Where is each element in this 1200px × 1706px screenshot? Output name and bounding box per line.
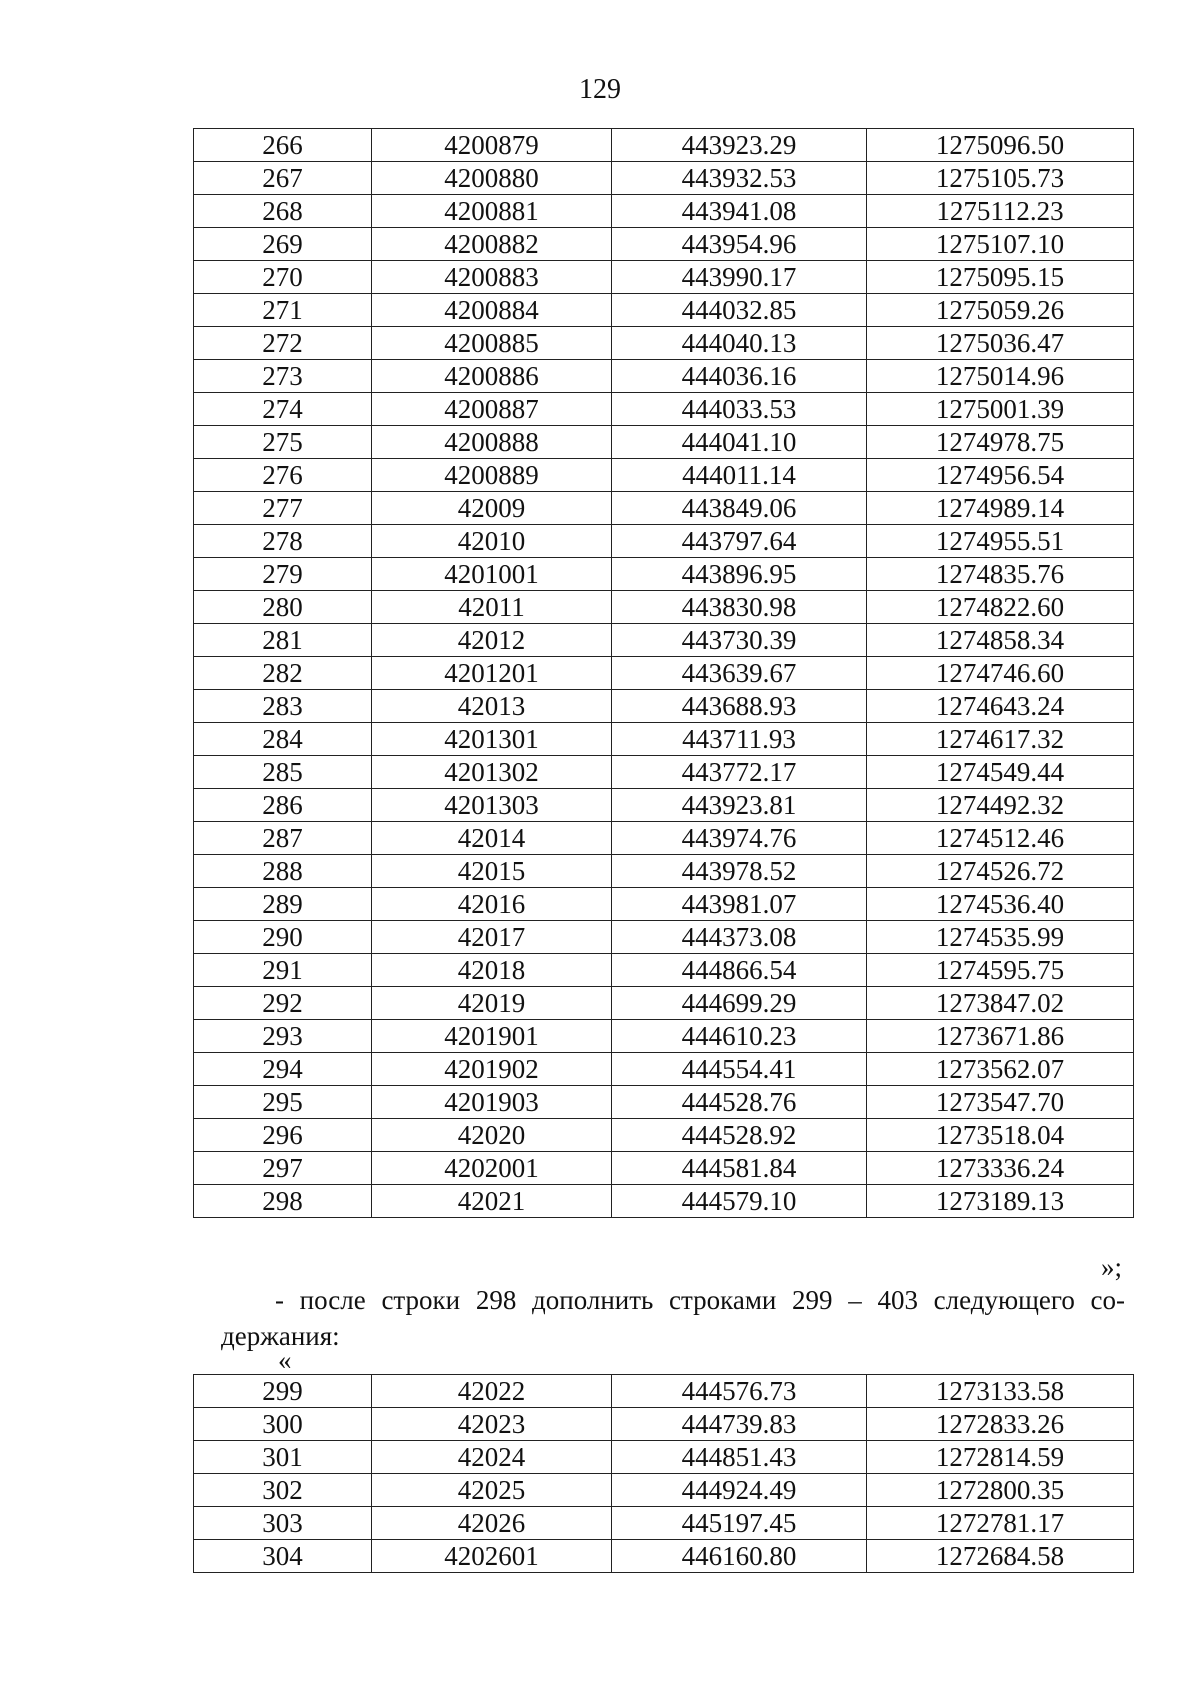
y-coordinate-cell: 1275036.47: [867, 327, 1134, 360]
y-coordinate-cell: 1272833.26: [867, 1408, 1134, 1441]
x-coordinate-cell: 444579.10: [612, 1185, 867, 1218]
y-coordinate-cell: 1273671.86: [867, 1020, 1134, 1053]
table-row: [194, 294, 1134, 327]
point-id-cell: 42023: [372, 1408, 612, 1441]
y-coordinate-cell: 1275001.39: [867, 393, 1134, 426]
table-row: [194, 1086, 1134, 1119]
row-number-cell: 284: [194, 723, 372, 756]
table-row: [194, 789, 1134, 822]
x-coordinate-cell: 443830.98: [612, 591, 867, 624]
x-coordinate-cell: 444739.83: [612, 1408, 867, 1441]
table-row: [194, 723, 1134, 756]
table-row: [194, 1408, 1134, 1441]
x-coordinate-cell: 443990.17: [612, 261, 867, 294]
row-number-cell: 293: [194, 1020, 372, 1053]
coordinates-table-1: [193, 128, 1134, 1218]
row-number-cell: 295: [194, 1086, 372, 1119]
row-number-cell: 269: [194, 228, 372, 261]
row-number-cell: 303: [194, 1507, 372, 1540]
y-coordinate-cell: 1274955.51: [867, 525, 1134, 558]
table-row: [194, 822, 1134, 855]
table-row: [194, 591, 1134, 624]
y-coordinate-cell: 1274989.14: [867, 492, 1134, 525]
row-number-cell: 287: [194, 822, 372, 855]
table-row: [194, 261, 1134, 294]
point-id-cell: 4201901: [372, 1020, 612, 1053]
x-coordinate-cell: 443923.29: [612, 129, 867, 162]
table-row: [194, 921, 1134, 954]
point-id-cell: 42012: [372, 624, 612, 657]
row-number-cell: 281: [194, 624, 372, 657]
x-coordinate-cell: 443974.76: [612, 822, 867, 855]
point-id-cell: 4200884: [372, 294, 612, 327]
y-coordinate-cell: 1275014.96: [867, 360, 1134, 393]
row-number-cell: 302: [194, 1474, 372, 1507]
table-row: [194, 1375, 1134, 1408]
y-coordinate-cell: 1275112.23: [867, 195, 1134, 228]
y-coordinate-cell: 1274535.99: [867, 921, 1134, 954]
row-number-cell: 270: [194, 261, 372, 294]
point-id-cell: 42014: [372, 822, 612, 855]
row-number-cell: 275: [194, 426, 372, 459]
x-coordinate-cell: 444851.43: [612, 1441, 867, 1474]
table-row: [194, 393, 1134, 426]
x-coordinate-cell: 445197.45: [612, 1507, 867, 1540]
row-number-cell: 278: [194, 525, 372, 558]
y-coordinate-cell: 1274526.72: [867, 855, 1134, 888]
point-id-cell: 4200889: [372, 459, 612, 492]
row-number-cell: 282: [194, 657, 372, 690]
point-id-cell: 4202601: [372, 1540, 612, 1573]
row-number-cell: 299: [194, 1375, 372, 1408]
point-id-cell: 42021: [372, 1185, 612, 1218]
y-coordinate-cell: 1275095.15: [867, 261, 1134, 294]
row-number-cell: 285: [194, 756, 372, 789]
row-number-cell: 290: [194, 921, 372, 954]
y-coordinate-cell: 1275105.73: [867, 162, 1134, 195]
table-row: [194, 987, 1134, 1020]
point-id-cell: 4200880: [372, 162, 612, 195]
x-coordinate-cell: 444032.85: [612, 294, 867, 327]
row-number-cell: 266: [194, 129, 372, 162]
point-id-cell: 4200888: [372, 426, 612, 459]
x-coordinate-cell: 444554.41: [612, 1053, 867, 1086]
x-coordinate-cell: 444866.54: [612, 954, 867, 987]
row-number-cell: 292: [194, 987, 372, 1020]
table-row: [194, 888, 1134, 921]
point-id-cell: 42013: [372, 690, 612, 723]
y-coordinate-cell: 1272800.35: [867, 1474, 1134, 1507]
row-number-cell: 286: [194, 789, 372, 822]
point-id-cell: 4200881: [372, 195, 612, 228]
table-row: [194, 690, 1134, 723]
y-coordinate-cell: 1274643.24: [867, 690, 1134, 723]
table-row: [194, 162, 1134, 195]
y-coordinate-cell: 1274746.60: [867, 657, 1134, 690]
x-coordinate-cell: 443688.93: [612, 690, 867, 723]
x-coordinate-cell: 444011.14: [612, 459, 867, 492]
x-coordinate-cell: 443896.95: [612, 558, 867, 591]
x-coordinate-cell: 444036.16: [612, 360, 867, 393]
row-number-cell: 268: [194, 195, 372, 228]
x-coordinate-cell: 443797.64: [612, 525, 867, 558]
point-id-cell: 4200886: [372, 360, 612, 393]
point-id-cell: 4200887: [372, 393, 612, 426]
y-coordinate-cell: 1273189.13: [867, 1185, 1134, 1218]
point-id-cell: 42019: [372, 987, 612, 1020]
table-row: [194, 1020, 1134, 1053]
table-row: [194, 657, 1134, 690]
y-coordinate-cell: 1274978.75: [867, 426, 1134, 459]
point-id-cell: 42015: [372, 855, 612, 888]
y-coordinate-cell: 1274822.60: [867, 591, 1134, 624]
table-row: [194, 459, 1134, 492]
x-coordinate-cell: 446160.80: [612, 1540, 867, 1573]
x-coordinate-cell: 443923.81: [612, 789, 867, 822]
row-number-cell: 294: [194, 1053, 372, 1086]
y-coordinate-cell: 1273518.04: [867, 1119, 1134, 1152]
y-coordinate-cell: 1272781.17: [867, 1507, 1134, 1540]
table-row: [194, 1540, 1134, 1573]
point-id-cell: 42022: [372, 1375, 612, 1408]
point-id-cell: 4202001: [372, 1152, 612, 1185]
table-row: [194, 1185, 1134, 1218]
opening-quote: «: [278, 1345, 292, 1375]
table-row: [194, 1119, 1134, 1152]
x-coordinate-cell: 444033.53: [612, 393, 867, 426]
row-number-cell: 272: [194, 327, 372, 360]
point-id-cell: 4200882: [372, 228, 612, 261]
table-row: [194, 756, 1134, 789]
point-id-cell: 42017: [372, 921, 612, 954]
point-id-cell: 42010: [372, 525, 612, 558]
row-number-cell: 280: [194, 591, 372, 624]
instruction-text-continuation: держания:: [221, 1321, 340, 1351]
table-row: [194, 492, 1134, 525]
x-coordinate-cell: 443932.53: [612, 162, 867, 195]
x-coordinate-cell: 444040.13: [612, 327, 867, 360]
table-row: [194, 129, 1134, 162]
x-coordinate-cell: 443981.07: [612, 888, 867, 921]
point-id-cell: 42020: [372, 1119, 612, 1152]
point-id-cell: 4201301: [372, 723, 612, 756]
page-number: 129: [579, 74, 621, 105]
x-coordinate-cell: 444528.76: [612, 1086, 867, 1119]
x-coordinate-cell: 444373.08: [612, 921, 867, 954]
point-id-cell: 42025: [372, 1474, 612, 1507]
row-number-cell: 277: [194, 492, 372, 525]
table-row: [194, 327, 1134, 360]
y-coordinate-cell: 1274536.40: [867, 888, 1134, 921]
x-coordinate-cell: 443730.39: [612, 624, 867, 657]
table-row: [194, 1053, 1134, 1086]
table-row: [194, 558, 1134, 591]
point-id-cell: 4200885: [372, 327, 612, 360]
point-id-cell: 4201201: [372, 657, 612, 690]
y-coordinate-cell: 1274512.46: [867, 822, 1134, 855]
x-coordinate-cell: 444528.92: [612, 1119, 867, 1152]
table-row: [194, 954, 1134, 987]
x-coordinate-cell: 443772.17: [612, 756, 867, 789]
point-id-cell: 42011: [372, 591, 612, 624]
y-coordinate-cell: 1274617.32: [867, 723, 1134, 756]
y-coordinate-cell: 1274549.44: [867, 756, 1134, 789]
row-number-cell: 276: [194, 459, 372, 492]
point-id-cell: 4201903: [372, 1086, 612, 1119]
row-number-cell: 271: [194, 294, 372, 327]
table-row: [194, 1474, 1134, 1507]
point-id-cell: 42024: [372, 1441, 612, 1474]
y-coordinate-cell: 1274858.34: [867, 624, 1134, 657]
y-coordinate-cell: 1273336.24: [867, 1152, 1134, 1185]
point-id-cell: 42009: [372, 492, 612, 525]
table-row: [194, 195, 1134, 228]
row-number-cell: 267: [194, 162, 372, 195]
x-coordinate-cell: 444924.49: [612, 1474, 867, 1507]
row-number-cell: 273: [194, 360, 372, 393]
point-id-cell: 4200879: [372, 129, 612, 162]
table-row: [194, 1507, 1134, 1540]
table-row: [194, 360, 1134, 393]
y-coordinate-cell: 1273547.70: [867, 1086, 1134, 1119]
point-id-cell: 42018: [372, 954, 612, 987]
x-coordinate-cell: 443711.93: [612, 723, 867, 756]
y-coordinate-cell: 1274595.75: [867, 954, 1134, 987]
table-row: [194, 624, 1134, 657]
y-coordinate-cell: 1275096.50: [867, 129, 1134, 162]
row-number-cell: 279: [194, 558, 372, 591]
point-id-cell: 4201001: [372, 558, 612, 591]
row-number-cell: 304: [194, 1540, 372, 1573]
row-number-cell: 291: [194, 954, 372, 987]
table-row: [194, 426, 1134, 459]
y-coordinate-cell: 1272814.59: [867, 1441, 1134, 1474]
y-coordinate-cell: 1275059.26: [867, 294, 1134, 327]
x-coordinate-cell: 444576.73: [612, 1375, 867, 1408]
row-number-cell: 274: [194, 393, 372, 426]
row-number-cell: 288: [194, 855, 372, 888]
point-id-cell: 4201303: [372, 789, 612, 822]
table-row: [194, 1441, 1134, 1474]
x-coordinate-cell: 444699.29: [612, 987, 867, 1020]
row-number-cell: 289: [194, 888, 372, 921]
row-number-cell: 297: [194, 1152, 372, 1185]
x-coordinate-cell: 443954.96: [612, 228, 867, 261]
y-coordinate-cell: 1274835.76: [867, 558, 1134, 591]
y-coordinate-cell: 1272684.58: [867, 1540, 1134, 1573]
y-coordinate-cell: 1275107.10: [867, 228, 1134, 261]
row-number-cell: 301: [194, 1441, 372, 1474]
y-coordinate-cell: 1274492.32: [867, 789, 1134, 822]
row-number-cell: 300: [194, 1408, 372, 1441]
row-number-cell: 298: [194, 1185, 372, 1218]
x-coordinate-cell: 443978.52: [612, 855, 867, 888]
instruction-text: - после строки 298 дополнить строками 299 – 403 следующего со-: [275, 1285, 1125, 1315]
y-coordinate-cell: 1273133.58: [867, 1375, 1134, 1408]
x-coordinate-cell: 444610.23: [612, 1020, 867, 1053]
coordinates-table-2: [193, 1374, 1134, 1573]
table-row: [194, 525, 1134, 558]
x-coordinate-cell: 444041.10: [612, 426, 867, 459]
closing-quote: »;: [1100, 1252, 1122, 1282]
y-coordinate-cell: 1273562.07: [867, 1053, 1134, 1086]
point-id-cell: 4201302: [372, 756, 612, 789]
x-coordinate-cell: 443941.08: [612, 195, 867, 228]
point-id-cell: 4201902: [372, 1053, 612, 1086]
point-id-cell: 42016: [372, 888, 612, 921]
row-number-cell: 296: [194, 1119, 372, 1152]
x-coordinate-cell: 443639.67: [612, 657, 867, 690]
row-number-cell: 283: [194, 690, 372, 723]
table-row: [194, 228, 1134, 261]
x-coordinate-cell: 444581.84: [612, 1152, 867, 1185]
point-id-cell: 42026: [372, 1507, 612, 1540]
x-coordinate-cell: 443849.06: [612, 492, 867, 525]
table-row: [194, 855, 1134, 888]
y-coordinate-cell: 1274956.54: [867, 459, 1134, 492]
table-row: [194, 1152, 1134, 1185]
y-coordinate-cell: 1273847.02: [867, 987, 1134, 1020]
point-id-cell: 4200883: [372, 261, 612, 294]
